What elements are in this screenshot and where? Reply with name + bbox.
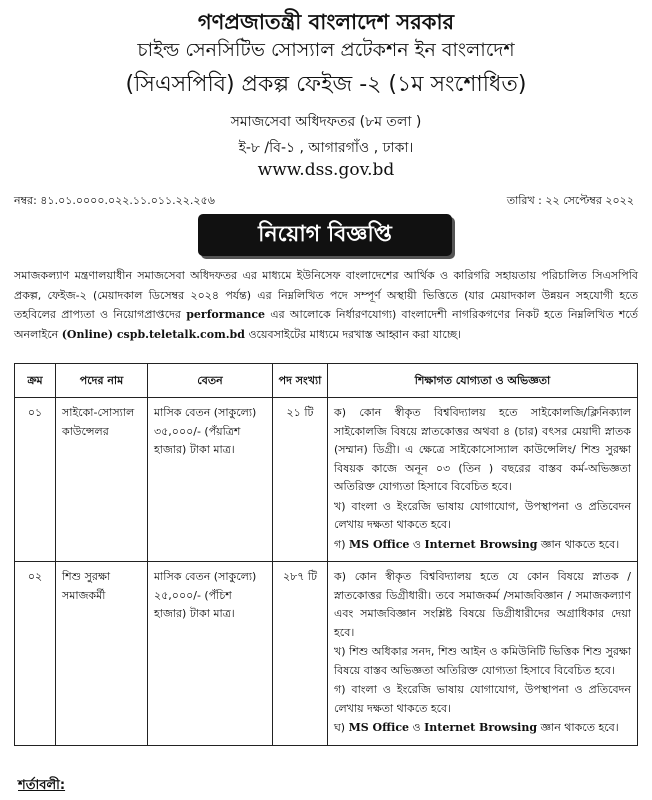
intro-online-url[interactable]: (Online) cspb.teletalk.com.bd — [61, 327, 245, 341]
q-prefix: গ) — [334, 537, 349, 551]
posts-table — [14, 363, 638, 746]
memo-date: তারিখ : ২২ সেপ্টেম্বর ২০২২ — [506, 194, 634, 207]
qualification-item: ক) কোন স্বীকৃত বিশ্ববিদ্যালয় হতে সাইকোলজি/ক্লিনিক্যাল সাইকোলজি বিষয়ে স্নাতকোত্তর অথবা ৪ (চার) বৎসর মেয়াদী স্নাতক (সম্মান) ডিগ্রী। এ ক্ষেত্রে সাইকোসোস্যাল কাউন্সেলিং/ শিশু সুরক্ষা বিষয়ক কাজে অনূন ০৩ (তিন ) বছরের বাস্তব কর্ম-অভিজ্ঞতা অতিরিক্ত যোগ্যতা হিসাবে বিবেচিত হবে। — [334, 406, 631, 493]
website-link[interactable]: www.dss.gov.bd — [257, 160, 395, 180]
qualification-item: খ) বাংলা ও ইংরেজি ভাষায় যোগাযোগ, উপস্থাপনা ও প্রতিবেদন লেখায় দক্ষতা থাকতে হবে। — [334, 499, 631, 531]
qualification-item: গ) বাংলা ও ইংরেজি ভাষায় যোগাযোগ, উপস্থাপনা ও প্রতিবেদন লেখায় দক্ষতা থাকতে হবে। — [334, 683, 631, 715]
memo-number: নম্বর: ৪১.০১.০০০০.০২২.১১.০১১.২২.২৫৬ — [14, 194, 215, 207]
notice-title: নিয়োগ বিজ্ঞপ্তি — [258, 221, 392, 247]
row-post: শিশু সুরক্ষা সমাজকর্মী — [56, 562, 148, 746]
header-sl: ক্রম — [15, 364, 56, 398]
table-header-row — [15, 364, 638, 398]
terms-heading: শর্তাবলী: — [18, 778, 66, 793]
row-salary: মাসিক বেতন (সাকুল্যে) ৩৫,০০০/- (পঁয়ত্রিশ হাজার) টাকা মাত্র। — [148, 398, 273, 562]
row-qualification — [328, 562, 638, 746]
government-title: গণপ্রজাতন্ত্রী বাংলাদেশ সরকার — [197, 10, 455, 34]
intro-text-2: এর আলোকে নির্ধারণযোগ্য) বাংলাদেশী নাগরিকগণের নিকট হতে নিম্নলিখিত শর্তে অনলাইনে — [14, 308, 638, 341]
q-and: ও — [409, 537, 425, 551]
q-internet-browsing: Internet Browsing — [424, 537, 538, 551]
header-post: পদের নাম — [56, 364, 148, 398]
q-prefix: ঘ) — [334, 721, 349, 734]
row-qty: ২১ টি — [273, 398, 328, 562]
q-ms-office: MS Office — [348, 721, 410, 734]
intro-performance: performance — [186, 308, 266, 321]
qualification-item — [334, 719, 631, 738]
intro-text-3: ওয়েবসাইটের মাধ্যমে দরখাস্ত আহ্বান করা যাচ্ছে। — [244, 327, 462, 341]
header-qty: পদ সংখ্যা — [273, 364, 328, 398]
qualification-item — [334, 536, 631, 555]
project-phase: (সিএসপিবি) প্রকল্প ফেইজ -২ (১ম সংশোধিত) — [125, 72, 527, 97]
intro-paragraph — [14, 266, 638, 344]
table-row — [15, 398, 638, 562]
row-sl: ০১ — [15, 398, 56, 562]
qualification-item: ক) কোন স্বীকৃত বিশ্ববিদ্যালয় হতে যে কোন বিষয়ে স্নাতক / স্নাতকোত্তর ডিগ্রীধারী। তবে সমাজকর্ম /সমাজবিজ্ঞান / সমাজকল্যাণ এবং সমাজবিজ্ঞান সংশ্লিষ্ট বিষয়ে ডিগ্রীধারীদের অগ্রাধিকার দেয়া হবে। — [334, 570, 631, 639]
row-sl: ০২ — [15, 562, 56, 746]
row-qty: ২৮৭ টি — [273, 562, 328, 746]
office-name: সমাজসেবা অধিদফতর (৮ম তলা ) — [230, 114, 422, 130]
row-qualification — [328, 398, 638, 562]
q-and: ও — [409, 721, 425, 734]
header-salary: বেতন — [148, 364, 273, 398]
row-salary: মাসিক বেতন (সাকুল্যে) ২৫,০০০/- (পঁচিশ হাজার) টাকা মাত্র। — [148, 562, 273, 746]
row-post: সাইকো-সোস্যাল কাউন্সেলর — [56, 398, 148, 562]
table-row — [15, 562, 638, 746]
q-ms-office: MS Office — [349, 537, 410, 551]
notice-title-banner — [198, 214, 452, 256]
header-qualification: শিক্ষাগত যোগ্যতা ও অভিজ্ঞতা — [328, 364, 638, 398]
qualification-item: খ) শিশু অধিকার সনদ, শিশু আইন ও কমিউনিটি ভিত্তিক শিশু সুরক্ষা বিষয়ে বাস্তব অভিজ্ঞতা অতিরিক্ত যোগ্যতা হিসাবে বিবেচিত হবে। — [334, 645, 631, 677]
q-internet-browsing: Internet Browsing — [424, 721, 538, 734]
project-title: চাইল্ড সেনসিটিভ সোস্যাল প্রটেকশন ইন বাংলাদেশ — [137, 39, 515, 61]
intro-text-1: সমাজকল্যাণ মন্ত্রণালয়াধীন সমাজসেবা অধিদফতর এর মাধ্যমে ইউনিসেফ বাংলাদেশের আর্থিক ও কারিগরি সহায়তায় পরিচালিত সিএসপিবি প্রকল্প, ফেইজ-২ (মেয়াদকাল ডিসেম্বর ২০২৪ পর্যন্ত) এর নিম্নলিখিত পদে সম্পূর্ণ অস্থায়ী ভিত্তিতে (যার মেয়াদকাল উন্নয়ন সহযোগী হতে তহবিলের প্রাপ্যতা ও নিয়োগপ্রাপ্তদের — [14, 269, 638, 321]
q-suffix: জ্ঞান থাকতে হবে। — [537, 721, 619, 734]
office-address: ই-৮ /বি-১ , আগারগাঁও , ঢাকা। — [238, 140, 414, 156]
q-suffix: জ্ঞান থাকতে হবে। — [537, 537, 620, 551]
